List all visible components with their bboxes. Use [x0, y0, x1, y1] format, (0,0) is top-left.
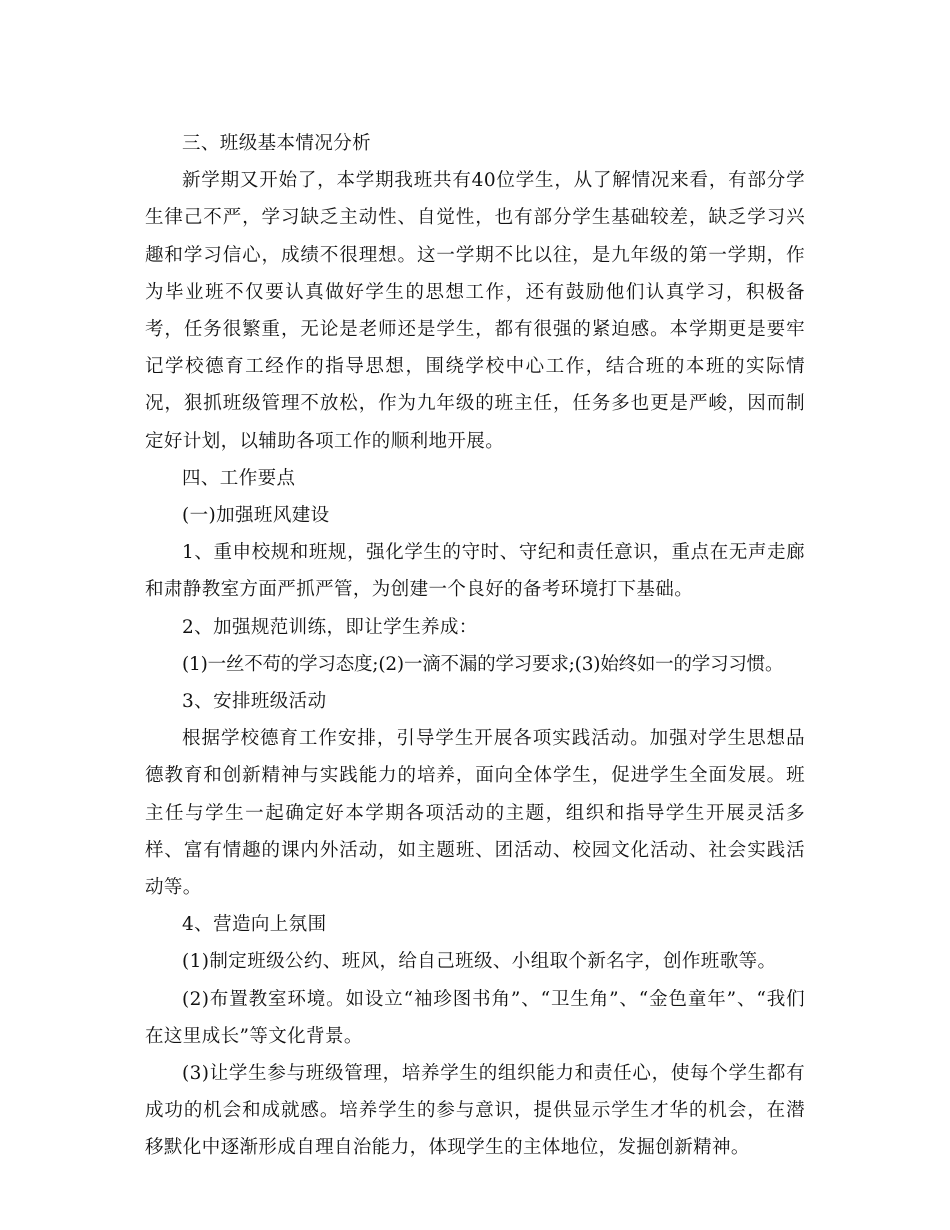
list-item-activities: 3、安排班级活动 — [182, 691, 327, 713]
sub-item-classroom-environment: (2)布置教室环境。如设立“袖珍图书角”、“卫生角”、“金色童年”、“我们在这里成长”等文化背景。 — [145, 988, 805, 1047]
subheading-class-style: (一)加强班风建设 — [182, 505, 330, 527]
paragraph-activities: 根据学校德育工作安排，引导学生开展各项实践活动。加强对学生思想品德教育和创新精神与实践能力的培养，面向全体学生，促进学生全面发展。班主任与学生一起确定好本学期各项活动的主题，组织和指导学生开展灵活多样、富有情趣的课内外活动，如主题班、团活动、校园文化活动、社会实践活动等。 — [145, 728, 805, 899]
paragraph-class-situation: 新学期又开始了，本学期我班共有40位学生，从了解情况来看，有部分学生律己不严，学习缺乏主动性、自觉性，也有部分学生基础较差，缺乏学习兴趣和学习信心，成绩不很理想。这一学期不比以往，是九年级的第一学期，作为毕业班不仅要认真做好学生的思想工作，还有鼓励他们认真学习，积极备考，任务很繁重，无论是老师还是学生，都有很强的紧迫感。本学期更是要牢记学校德育工经作的指导思想，围绕学校中心工作，结合班的本班的实际情况，狠抓班级管理不放松，作为九年级的班主任，任务多也更是严峻，因而制定好计划，以辅助各项工作的顺利地开展。 — [145, 170, 805, 452]
list-item-atmosphere: 4、营造向上氛围 — [182, 914, 327, 936]
document-body — [145, 125, 805, 1167]
list-item-rules: 1、重申校规和班规，强化学生的守时、守纪和责任意识，重点在无声走廊和肃静教室方面严抓严管，为创建一个良好的备考环境打下基础。 — [145, 542, 805, 601]
section-heading-class-analysis: 三、班级基本情况分析 — [182, 133, 372, 154]
list-item-training: 2、加强规范训练，即让学生养成： — [182, 616, 478, 638]
list-item-learning-habits: (1)一丝不苟的学习态度;(2)一滴不漏的学习要求;(3)始终如一的学习习惯。 — [182, 653, 784, 675]
section-heading-work-points: 四、工作要点 — [182, 467, 296, 489]
sub-item-class-management: (3)让学生参与班级管理，培养学生的组织能力和责任心，使每个学生都有成功的机会和成就感。培养学生的参与意识，提供显示学生才华的机会，在潜移默化中逐渐形成自理自治能力，体现学生的主体地位，发掘创新精神。 — [145, 1063, 805, 1159]
sub-item-class-convention: (1)制定班级公约、班风，给自己班级、小组取个新名字，创作班歌等。 — [182, 951, 777, 973]
